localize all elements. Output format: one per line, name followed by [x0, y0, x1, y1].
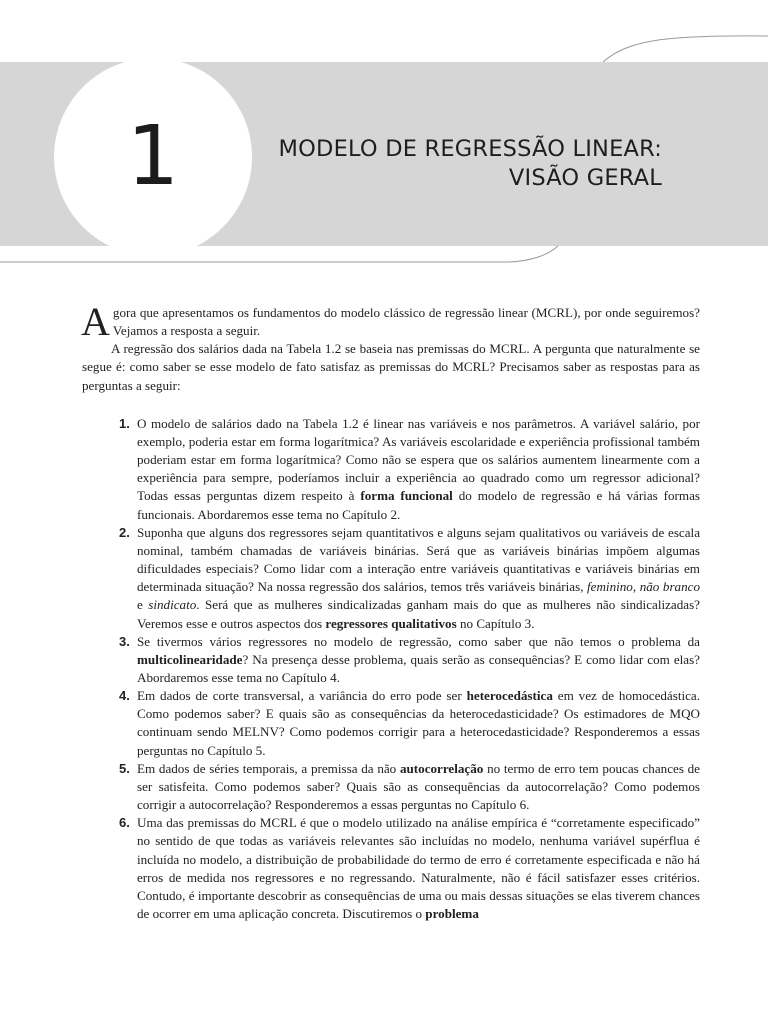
list-item-text: do modelo de regressão e há várias formas funcionais. Abordaremos esse tema no Capítulo 2.	[137, 488, 700, 522]
drop-cap: A	[81, 299, 110, 344]
list-item-number: 2.	[119, 524, 130, 540]
list-item-text: Suponha que alguns dos regressores sejam quantitativos e alguns sejam qualitativos ou variáveis de escala nominal, também chamadas de variáveis binárias. Será que as variáveis binárias impõem algumas dificuldades especiais? Como lidar com a interação entre variáveis quantitativas e variáveis binárias em determinada situação? Na nossa regressão dos salários, temos três variáveis binárias,	[137, 524, 700, 595]
bold-term: multicolinearidade	[137, 651, 243, 667]
list-item-text: ? Na presença desse problema, quais serão as consequências? E como lidar com elas? Abordaremos esse tema no Capítulo 4.	[137, 651, 700, 685]
list-item	[82, 760, 700, 814]
list-item-text: O modelo de salários dado na Tabela 1.2 é linear nas variáveis e nos parâmetros. A variável salário, por exemplo, poderia estar em forma logarítmica? As variáveis escolaridade e experiência profissional também poderiam estar em forma logarítmica? Como não se espera que os salários aumentem linearmente com a experiência para sempre, poderíamos incluir a experiência ao quadrado como um regressor adicional? Todas essas perguntas dizem respeito à	[137, 415, 700, 504]
list-item-text: e	[137, 597, 149, 613]
list-item	[82, 524, 700, 633]
bold-term: problema	[425, 906, 479, 921]
list-item	[82, 814, 700, 923]
list-item	[82, 633, 700, 687]
bold-term: regressores qualitativos	[325, 615, 457, 631]
chapter-title-line-1: MODELO DE REGRESSÃO LINEAR:	[278, 136, 662, 162]
list-item	[82, 415, 700, 524]
chapter-title-line-2: VISÃO GERAL	[508, 165, 662, 191]
body-text	[81, 299, 701, 923]
list-item-text: Se tivermos vários regressores no modelo de regressão, como saber que não temos o problema da	[137, 633, 700, 649]
italic-term: sindicato	[148, 597, 197, 613]
list-item-number: 5.	[119, 760, 130, 776]
list-item-number: 1.	[119, 415, 130, 431]
intro-paragraph-1-text: gora que apresentamos os fundamentos do modelo clássico de regressão linear (MCRL), por onde seguiremos? Vejamos a resposta a seguir.	[112, 305, 700, 339]
list-item-text: . Será que as mulheres sindicalizadas ganham mais do que as mulheres não sindicalizadas? Veremos esse e outros aspectos dos	[137, 597, 700, 631]
list-item-number: 6.	[119, 815, 130, 831]
bold-term: forma funcional	[360, 488, 453, 504]
italic-term: feminino, não branco	[587, 579, 700, 595]
intro-paragraph-2: A regressão dos salários dada na Tabela 1.2 se baseia nas premissas do MCRL. A pergunta que naturalmente se segue é: como saber se esse modelo de fato satisfaz as premissas do MCRL? Precisamos saber as respostas para as perguntas a seguir:	[82, 341, 700, 393]
list-item-text: Em dados de séries temporais, a premissa da não	[137, 760, 400, 776]
chapter-number: 1	[126, 109, 180, 204]
list-item-text: Em dados de corte transversal, a variância do erro pode ser	[137, 688, 467, 704]
list-item-text: Uma das premissas do MCRL é que o modelo utilizado na análise empírica é “corretamente especificado” no sentido de que todas as variáveis relevantes são incluídas no modelo, nenhuma variável supérflua é incluída no modelo, a distribuição de probabilidade do termo de erro é corretamente especificada e não há erros de medida nos regressores e no regressando. Naturalmente, não é fácil satisfazer esses critérios. Contudo, é importante descobrir as consequências de uma ou mais dessas situações se elas tiverem chances de ocorrer em uma aplicação concreta. Discutiremos o	[137, 815, 700, 921]
bold-term: autocorrelação	[399, 760, 484, 776]
list-item-text: no termo de erro tem poucas chances de ser satisfeita. Como podemos saber? Quais são as consequências da autocorrelação? Como podemos corrigir a autocorrelação? Responderemos a essas perguntas no Capítulo 6.	[137, 760, 700, 813]
list-item-number: 3.	[119, 633, 130, 649]
list-item-number: 4.	[119, 688, 130, 704]
bold-term: heterocedástica	[466, 688, 553, 704]
list-item-text: no Capítulo 3.	[456, 615, 535, 631]
list-item	[82, 687, 700, 760]
list-item-text: em vez de homocedástica. Como podemos saber? E quais são as consequências da heterocedasticidade? Os estimadores de MQO continuam sendo MELNV? Como podemos corrigir para a heterocedasticidade? Responderemos a essas perguntas no Capítulo 5.	[137, 688, 701, 758]
question-list	[82, 415, 700, 923]
intro-paragraph-1	[81, 299, 700, 344]
chapter-title	[279, 135, 662, 193]
